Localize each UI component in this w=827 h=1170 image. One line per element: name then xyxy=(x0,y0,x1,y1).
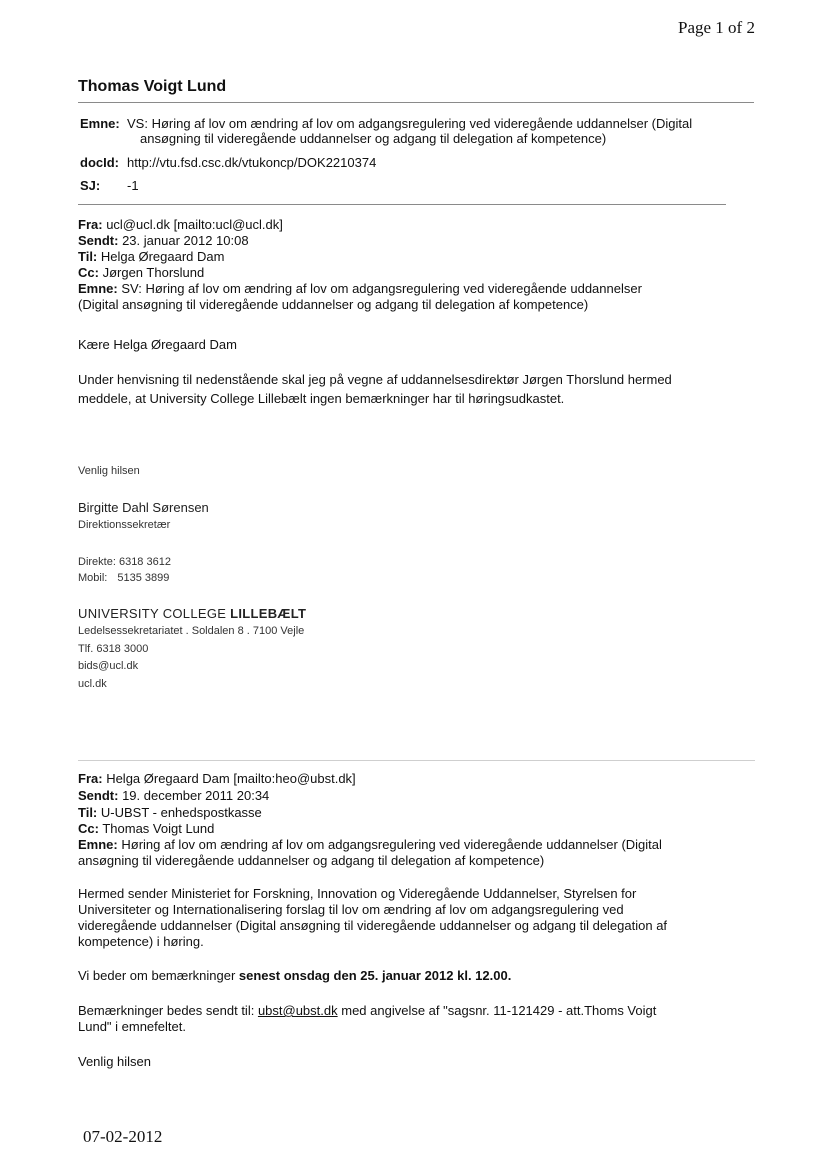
email2-para1-line4: kompetence) i høring. xyxy=(78,934,204,949)
signature-mobile-value: 5135 3899 xyxy=(117,572,170,584)
email2-sent-value: 19. december 2011 20:34 xyxy=(122,788,270,803)
email2-cc-label: Cc: xyxy=(78,821,99,836)
email2-to xyxy=(78,805,262,820)
meta-sj-value: -1 xyxy=(127,178,139,193)
heading-divider xyxy=(78,102,754,103)
email2-sent-label: Sendt: xyxy=(78,788,119,803)
email2-from xyxy=(78,771,356,786)
email2-para3-prefix: Bemærkninger bedes sendt til: xyxy=(78,1003,258,1018)
email2-ubst-email-link[interactable]: ubst@ubst.dk xyxy=(257,1003,338,1018)
email1-closing: Venlig hilsen xyxy=(78,465,140,477)
email2-subject-label: Emne: xyxy=(78,837,118,852)
email1-from xyxy=(78,217,283,232)
org-website[interactable]: ucl.dk xyxy=(78,678,107,690)
meta-divider xyxy=(78,204,726,205)
email1-body-line2: meddele, at University College Lillebælt ingen bemærkninger har til høringsudkastet. xyxy=(78,391,565,406)
meta-emne-line1: VS: Høring af lov om ændring af lov om adgangsregulering ved videregående uddannelser (Digital xyxy=(127,116,693,131)
email2-para1-line1: Hermed sender Ministeriet for Forskning, Innovation og Videregående Uddannelser, Styrelsen for xyxy=(78,886,637,901)
email1-sent-label: Sendt: xyxy=(78,233,119,248)
signature-name: Birgitte Dahl Sørensen xyxy=(78,500,209,515)
org-name-bold: LILLEBÆLT xyxy=(230,606,307,621)
email2-to-value: U-UBST - enhedspostkasse xyxy=(100,805,262,820)
email2-para3-line2: Lund" i emnefeltet. xyxy=(78,1019,186,1034)
signature-direct-phone: Direkte: 6318 3612 xyxy=(78,556,171,568)
email2-subject-line2: ansøgning til videregående uddannelser og adgang til delegation af kompetence) xyxy=(78,853,545,868)
org-address: Ledelsessekretariatet . Soldalen 8 . 7100 Vejle xyxy=(78,625,305,637)
meta-sj-label: SJ: xyxy=(80,178,101,193)
signature-title: Direktionssekretær xyxy=(78,519,171,531)
email1-cc-label: Cc: xyxy=(78,265,99,280)
email1-body-line1: Under henvisning til nedenstående skal jeg på vegne af uddannelsesdirektør Jørgen Thorslund hermed xyxy=(78,372,672,387)
org-name-regular: UNIVERSITY COLLEGE xyxy=(78,606,231,621)
email2-cc xyxy=(78,821,214,836)
email2-from-value[interactable]: Helga Øregaard Dam [mailto:heo@ubst.dk] xyxy=(106,771,356,786)
footer-date: 07-02-2012 xyxy=(83,1127,163,1146)
org-phone: Tlf. 6318 3000 xyxy=(78,643,149,655)
email2-para2-prefix: Vi beder om bemærkninger xyxy=(78,968,239,983)
org-email[interactable]: bids@ucl.dk xyxy=(78,660,139,672)
email1-sent-value: 23. januar 2012 10:08 xyxy=(122,233,249,248)
email2-from-label: Fra: xyxy=(78,771,103,786)
email2-cc-value: Thomas Voigt Lund xyxy=(102,821,215,836)
email1-to xyxy=(78,249,224,264)
email2-sent xyxy=(78,788,269,803)
email1-greeting: Kære Helga Øregaard Dam xyxy=(78,337,237,352)
email2-to-label: Til: xyxy=(78,805,98,820)
sender-name-heading: Thomas Voigt Lund xyxy=(78,78,227,95)
email2-para1-line2: Universiteter og Internationalisering forslag til lov om ændring af lov om adgangsregulering ved xyxy=(78,902,624,917)
email2-para2 xyxy=(78,968,511,983)
email2-subject-line1: Høring af lov om ændring af lov om adgangsregulering ved videregående uddannelser (Digital xyxy=(121,837,662,852)
email1-sent xyxy=(78,233,249,248)
email-divider xyxy=(78,760,755,761)
email1-subject-line2: (Digital ansøgning til videregående uddannelser og adgang til delegation af kompetence) xyxy=(78,297,589,312)
signature-mobile xyxy=(78,572,169,584)
meta-docid-label: docId: xyxy=(80,155,119,170)
page-number: Page 1 of 2 xyxy=(678,18,755,37)
email1-subject-label: Emne: xyxy=(78,281,118,296)
meta-docid-value[interactable]: http://vtu.fsd.csc.dk/vtukoncp/DOK2210374 xyxy=(127,155,377,170)
org-name xyxy=(78,606,306,621)
email2-para3-suffix: med angivelse af "sagsnr. 11-121429 - att.Thoms Voigt xyxy=(337,1003,657,1018)
signature-mobile-label: Mobil: xyxy=(78,572,108,584)
email2-deadline: senest onsdag den 25. januar 2012 kl. 12.00. xyxy=(238,968,512,983)
email1-to-label: Til: xyxy=(78,249,98,264)
email1-cc-value: Jørgen Thorslund xyxy=(102,265,205,280)
email2-para3 xyxy=(78,1003,656,1018)
meta-emne-line2: ansøgning til videregående uddannelser og adgang til delegation af kompetence) xyxy=(140,131,607,146)
email1-subject xyxy=(78,281,642,296)
email1-from-label: Fra: xyxy=(78,217,103,232)
meta-emne-label: Emne: xyxy=(80,116,120,131)
email1-cc xyxy=(78,265,204,280)
email1-to-value: Helga Øregaard Dam xyxy=(100,249,225,264)
email2-subject xyxy=(78,837,662,852)
email1-subject-line1: SV: Høring af lov om ændring af lov om adgangsregulering ved videregående uddannelser xyxy=(121,281,642,296)
email2-para1-line3: videregående uddannelser (Digital ansøgning til videregående uddannelser og adgang til delegation af xyxy=(78,918,668,933)
email2-closing: Venlig hilsen xyxy=(78,1054,151,1069)
email1-from-value[interactable]: ucl@ucl.dk [mailto:ucl@ucl.dk] xyxy=(106,217,283,232)
